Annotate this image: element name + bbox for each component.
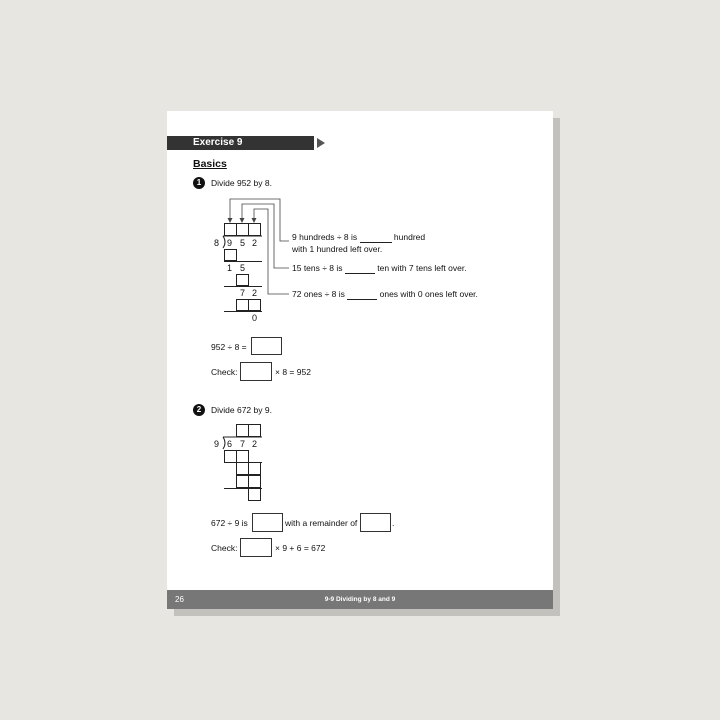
- q1-step-digit: 1: [227, 263, 233, 273]
- q2-divisor: 9: [214, 439, 220, 449]
- page-number: 26: [175, 595, 184, 604]
- work-box[interactable]: [248, 462, 261, 475]
- q1-dividend-digit: 2: [252, 238, 258, 248]
- q2-period: .: [392, 518, 395, 528]
- question-number-2: 2: [193, 404, 205, 416]
- q1-step-digit: 5: [240, 263, 246, 273]
- question-number-1: 1: [193, 177, 205, 189]
- q2-check-label: Check:: [211, 543, 238, 553]
- q1-step-digit: 2: [252, 288, 258, 298]
- q2-quotient-box[interactable]: [252, 513, 283, 532]
- hint-text: 15 tens ÷ 8 is: [292, 263, 343, 273]
- section-heading: Basics: [193, 158, 227, 170]
- q2-division-bracket: [167, 111, 553, 609]
- q2-check-box[interactable]: [240, 538, 272, 557]
- hint-text: hundred: [393, 232, 426, 242]
- q1-step-digit: 7: [240, 288, 246, 298]
- q1-divisor: 8: [214, 238, 220, 248]
- q2-remainder-box[interactable]: [360, 513, 391, 532]
- q1-remainder: 0: [252, 313, 258, 323]
- hint-text: ten with 7 tens left over.: [377, 263, 467, 273]
- hint-text: 9 hundreds ÷ 8 is: [292, 232, 358, 242]
- q1-check-label: Check:: [211, 367, 238, 377]
- question-1-prompt: Divide 952 by 8.: [211, 178, 272, 188]
- q2-dividend-digit: 7: [240, 439, 246, 449]
- work-box[interactable]: [248, 475, 261, 488]
- q1-dividend-digit: 9: [227, 238, 233, 248]
- q1-dividend-digit: 5: [240, 238, 246, 248]
- worksheet-page: [167, 111, 553, 609]
- q2-equation: 672 ÷ 9 is: [211, 518, 248, 528]
- q2-dividend-digit: 6: [227, 439, 233, 449]
- exercise-title: Exercise 9: [193, 137, 243, 148]
- lesson-title: 9-9 Dividing by 8 and 9: [324, 596, 396, 603]
- hint-hundreds-leftover: with 1 hundred left over.: [292, 244, 383, 254]
- hint-text: 72 ones ÷ 8 is: [292, 289, 345, 299]
- work-box[interactable]: [248, 488, 261, 501]
- q2-remainder-text: with a remainder of: [285, 518, 358, 528]
- page-footer: [167, 590, 553, 609]
- hint-text: ones with 0 ones left over.: [379, 289, 478, 299]
- q2-check-equation: × 9 + 6 = 672: [275, 543, 326, 553]
- q2-dividend-digit: 2: [252, 439, 258, 449]
- q1-equation: 952 ÷ 8 =: [211, 342, 247, 352]
- question-2-prompt: Divide 672 by 9.: [211, 405, 272, 415]
- q1-check-equation: × 8 = 952: [275, 367, 311, 377]
